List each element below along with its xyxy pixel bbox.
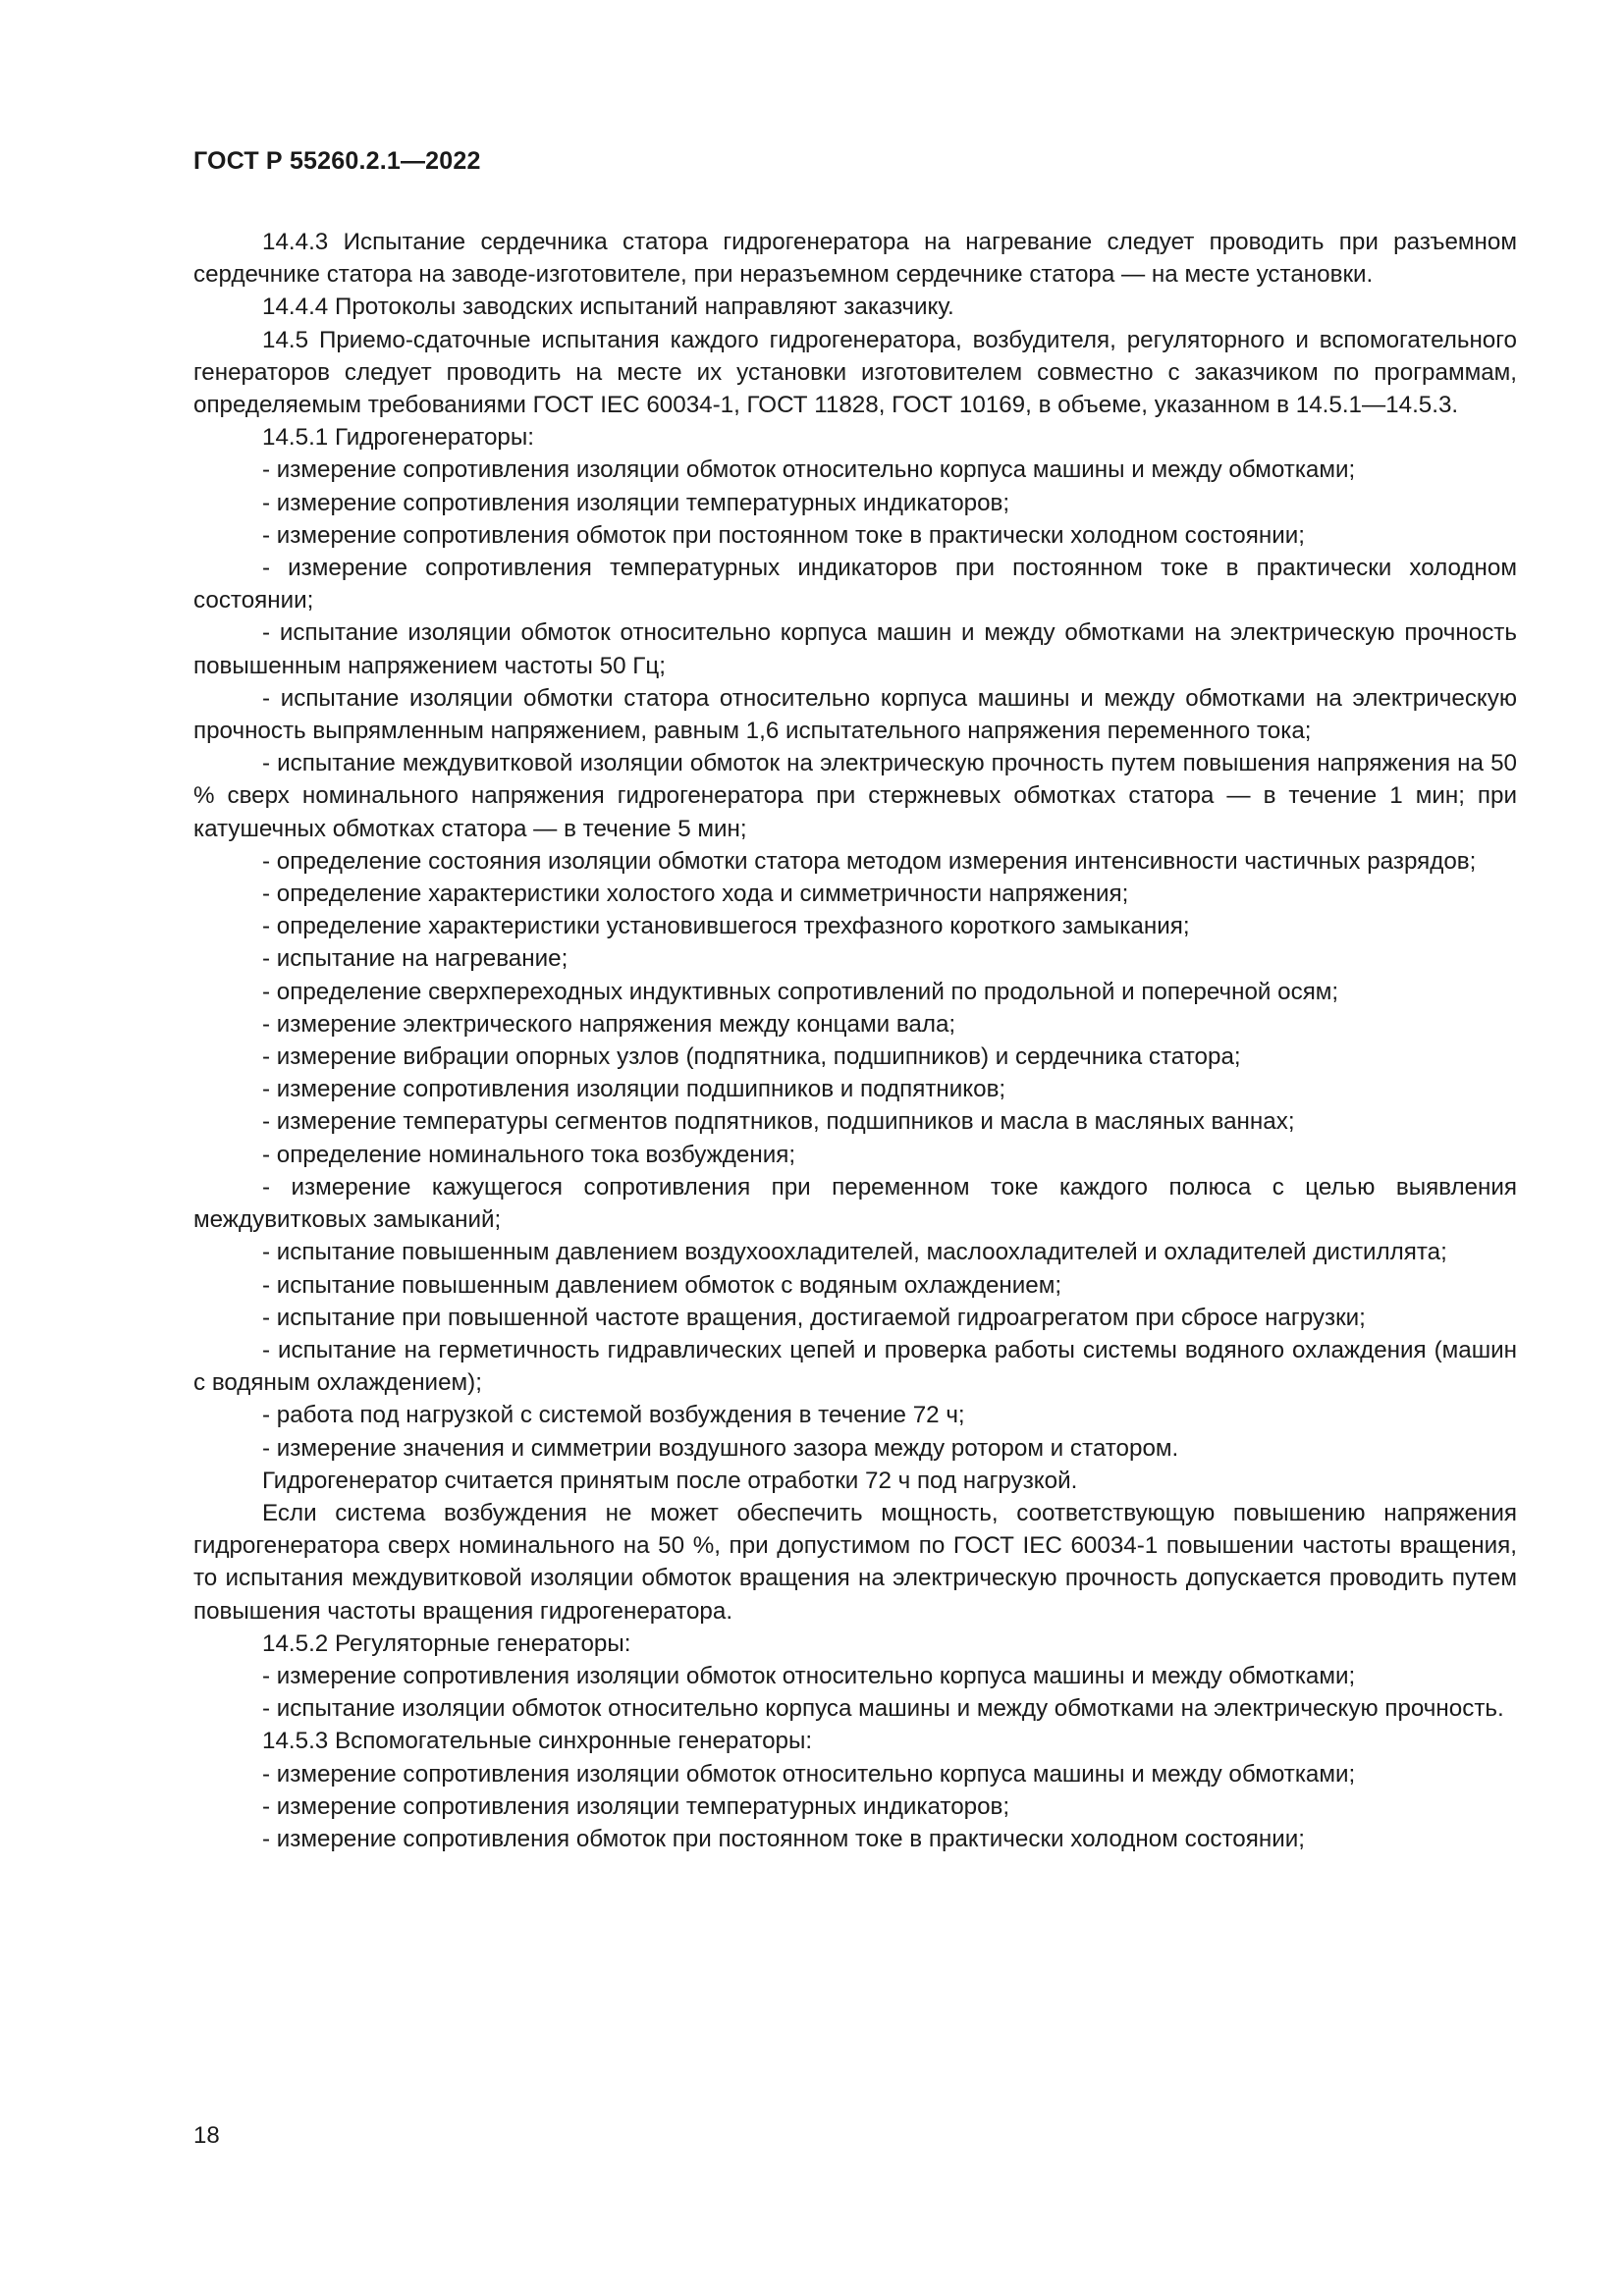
page-number: 18 (193, 2122, 220, 2149)
list-item: - испытание изоляции обмотки статора относительно корпуса машины и между обмотками на электрическую прочность выпрямленным напряжением, равным 1,6 испытательного напряжения переменного тока; (193, 684, 1517, 745)
section-heading: 14.5.3 Вспомогательные синхронные генераторы: (262, 1728, 813, 1755)
list-item: - измерение значения и симметрии воздушного зазора между ротором и статором. (262, 1434, 1179, 1462)
paragraph: 14.4.4 Протоколы заводских испытаний направляют заказчику. (262, 294, 954, 321)
document-body (193, 226, 1517, 1855)
section-heading: 14.5.1 Гидрогенераторы: (262, 424, 534, 452)
paragraph: 14.5 Приемо-сдаточные испытания каждого гидрогенератора, возбудителя, регуляторного и вспомогательного генераторов следует проводить на месте их установки изготовителем совместно с заказчиком по программам, определяемым требованиями ГОСТ IEC 60034-1, ГОСТ 11828, ГОСТ 10169, в объеме, указанном в 14.5.1—14.5.3. (193, 326, 1517, 419)
list-item: - измерение сопротивления изоляции подшипников и подпятников; (262, 1076, 1006, 1103)
list-item: - измерение сопротивления изоляции обмоток относительно корпуса машины и между обмотками; (262, 1662, 1356, 1689)
list-item: - испытание при повышенной частоте вращения, достигаемой гидроагрегатом при сбросе нагрузки; (262, 1304, 1366, 1331)
list-item: - определение сверхпереходных индуктивных сопротивлений по продольной и поперечной осям; (262, 978, 1339, 1005)
list-item: - работа под нагрузкой с системой возбуждения в течение 72 ч; (262, 1402, 965, 1429)
list-item: - измерение сопротивления температурных индикаторов при постоянном токе в практически холодном состоянии; (193, 555, 1517, 614)
list-item: - измерение сопротивления изоляции обмоток относительно корпуса машины и между обмотками; (262, 1760, 1356, 1788)
document-header: ГОСТ Р 55260.2.1—2022 (193, 147, 481, 175)
list-item: - измерение температуры сегментов подпятников, подшипников и масла в масляных ваннах; (262, 1108, 1295, 1136)
list-item: - испытание на нагревание; (262, 945, 568, 973)
list-item: - измерение электрического напряжения между концами вала; (262, 1010, 956, 1038)
list-item: - испытание повышенным давлением обмоток с водяным охлаждением; (262, 1271, 1062, 1299)
paragraph: Если система возбуждения не может обеспечить мощность, соответствующую повышению напряжения гидрогенератора сверх номинального на 50 %, при допустимом по ГОСТ IEC 60034-1 повышении частоты вращения, то испытания междувитковой изоляции обмоток вращения на электрическую прочность допускается проводить путем повышения частоты вращения гидрогенератора. (193, 1499, 1517, 1625)
list-item: - испытание междувитковой изоляции обмоток на электрическую прочность путем повышения напряжения на 50 % сверх номинального напряжения гидрогенератора при стержневых обмотках статора — в течение 1 мин; при катушечных обмотках статора — в течение 5 мин; (193, 750, 1517, 842)
paragraph: 14.4.3 Испытание сердечника статора гидрогенератора на нагревание следует проводить при разъемном сердечнике статора на заводе-изготовителе, при неразъемном сердечнике статора — на месте установки. (193, 229, 1517, 289)
list-item: - измерение сопротивления изоляции температурных индикаторов; (262, 1792, 1010, 1820)
list-item: - испытание изоляции обмоток относительно корпуса машин и между обмотками на электрическую прочность повышенным напряжением частоты 50 Гц; (193, 619, 1517, 679)
list-item: - испытание изоляции обмоток относительно корпуса машины и между обмотками на электрическую прочность. (262, 1695, 1504, 1723)
list-item: - определение характеристики установившегося трехфазного короткого замыкания; (262, 913, 1190, 940)
section-heading: 14.5.2 Регуляторные генераторы: (262, 1629, 631, 1657)
list-item: - определение характеристики холостого хода и симметричности напряжения; (262, 881, 1129, 908)
list-item: - измерение вибрации опорных узлов (подпятника, подшипников) и сердечника статора; (262, 1043, 1241, 1071)
list-item: - испытание на герметичность гидравлических цепей и проверка работы системы водяного охлаждения (машин с водяным охлаждением); (193, 1336, 1517, 1397)
paragraph: Гидрогенератор считается принятым после отработки 72 ч под нагрузкой. (262, 1467, 1078, 1494)
list-item: - определение состояния изоляции обмотки статора методом измерения интенсивности частичных разрядов; (262, 847, 1477, 875)
list-item: - определение номинального тока возбуждения; (262, 1141, 796, 1168)
list-item: - измерение кажущегося сопротивления при переменном токе каждого полюса с целью выявления междувитковых замыканий; (193, 1173, 1517, 1234)
list-item: - измерение сопротивления обмоток при постоянном токе в практически холодном состоянии; (262, 521, 1305, 549)
list-item: - измерение сопротивления обмоток при постоянном токе в практически холодном состоянии; (262, 1825, 1305, 1852)
list-item: - измерение сопротивления изоляции температурных индикаторов; (262, 489, 1010, 516)
list-item: - измерение сопротивления изоляции обмоток относительно корпуса машины и между обмотками; (262, 456, 1356, 484)
list-item: - испытание повышенным давлением воздухоохладителей, маслоохладителей и охладителей дистиллята; (262, 1239, 1447, 1266)
